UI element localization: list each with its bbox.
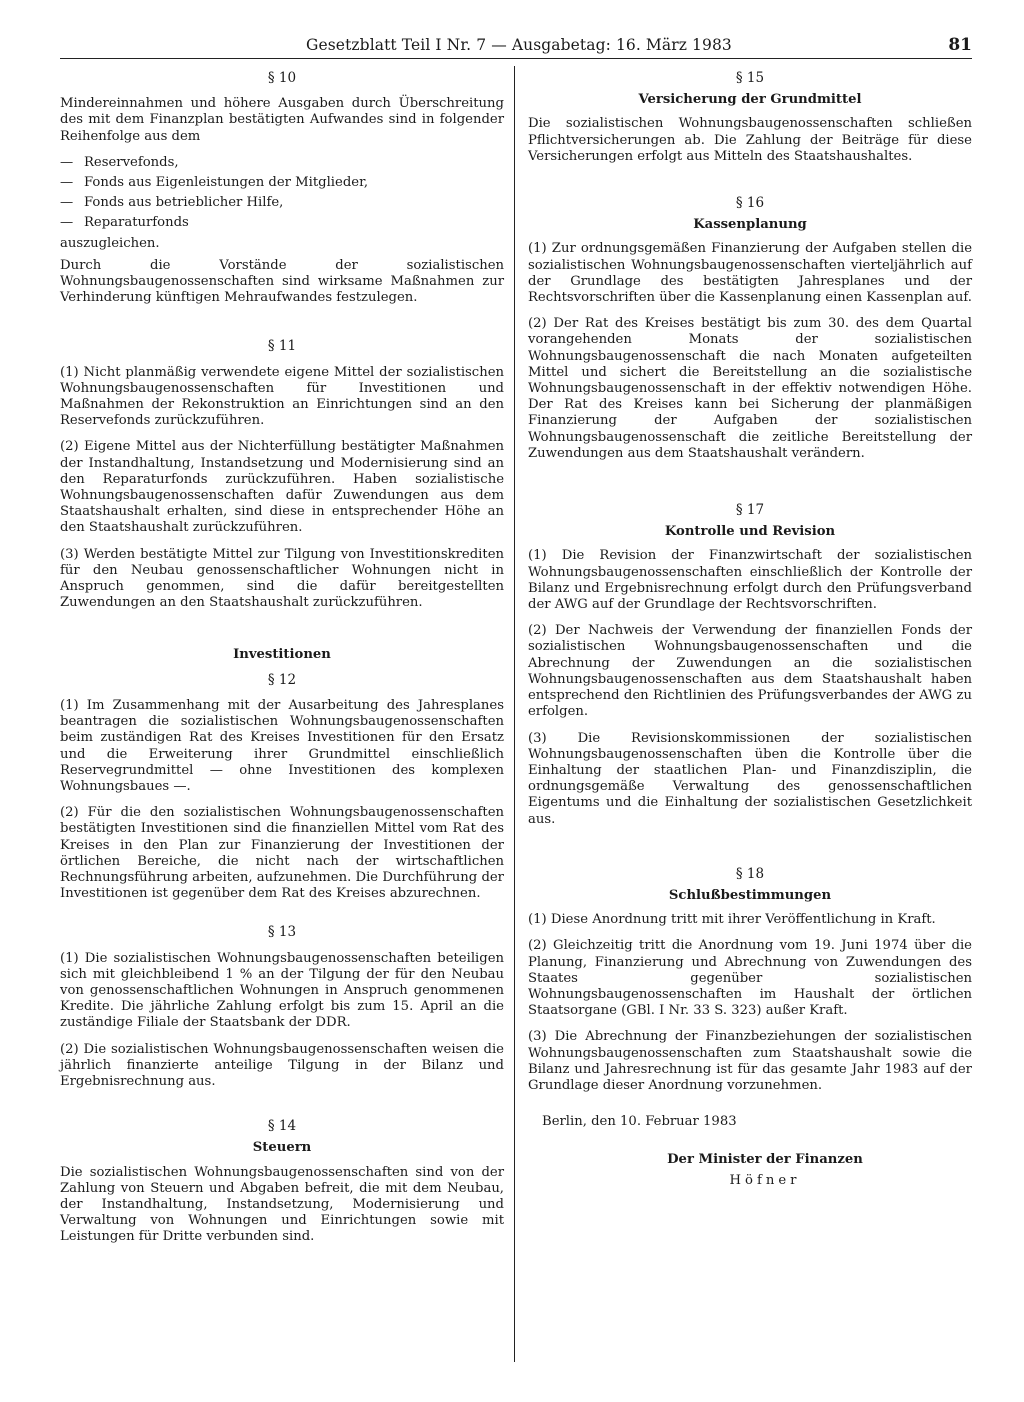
list-item: — Reparaturfonds [60,215,504,231]
paragraph: (1) Die Revision der Finanzwirtschaft der sozialistischen Wohnungsbaugenossenschaften einschließlich der Kontrolle der Bilanz und Ergebnisrechnung erfolgt durch den Prüfungsverband der AWG auf der Grundlage der Rechtsvorschriften. [528,548,972,613]
paragraph: Mindereinnahmen und höhere Ausgaben durch Überschreitung des mit dem Finanzplan bestätigten Aufwandes sind in folgender Reihenfolge aus dem [60,96,504,144]
paragraph: (3) Die Revisionskommissionen der sozialistischen Wohnungsbaugenossenschaften üben die Kontrolle über die Einhaltung der staatlichen Plan- und Finanzdisziplin, die ordnungsgemäße Verwaltung des genossenschaftlichen Eigentums und die Einhaltung der sozialistischen Gesetzlichkeit aus. [528,730,972,827]
section-label: § 14 [267,1118,297,1135]
section-label: § 13 [267,924,297,941]
paragraph: (2) Die sozialistischen Wohnungsbaugenossenschaften weisen die jährlich finanzierte anteilige Tilgung in der Bilanz und Ergebnisrechnung aus. [60,1041,504,1089]
page-header [60,36,972,59]
fund-list [60,155,504,232]
paragraph: (3) Die Abrechnung der Finanzbeziehungen der sozialistischen Wohnungsbaugenossenschaften zum Staatshaushalt sowie die Bilanz und Jahresrechnung ist für das gesamte Jahr 1983 auf der Grundlage dieser Anordnung vorzunehmen. [528,1029,972,1093]
heading-investitionen: Investitionen [233,647,331,663]
paragraph: (1) Zur ordnungsgemäßen Finanzierung der Aufgaben stellen die sozialistischen Wohnungsbaugenossenschaften vierteljährlich auf der Grundlage des bestätigten Jahresplanes und der Rechtsvorschriften über die Kassenplanung einen Kassenplan auf. [528,241,973,306]
paragraph: Durch die Vorstände der sozialistischen Wohnungsbaugenossenschaften sind wirksame Maßnahmen zur Verhinderung künftigen Mehraufwandes festzulegen. [60,257,504,306]
paragraph: (1) Diese Anordnung tritt mit ihrer Veröffentlichung in Kraft. [528,912,936,928]
list-item: — Fonds aus Eigenleistungen der Mitglieder, [60,175,504,191]
section-label: § 18 [735,865,765,882]
section-label: § 16 [735,195,765,212]
place-date: Berlin, den 10. Februar 1983 [542,1114,737,1130]
paragraph: Die sozialistischen Wohnungsbaugenossenschaften schließen Pflichtversicherungen ab. Die Zahlung der Beiträge für diese Versicherungen erfolgt aus Mitteln des Staatshaushaltes. [528,116,972,164]
left-column [60,70,504,1256]
paragraph: (2) Der Nachweis der Verwendung der finanziellen Fonds der sozialistischen Wohnungsbaugenossenschaften und die Abrechnung der Zuwendungen an die sozialistischen Wohnungsbaugenossenschaften aus dem Staatshaushalt haben entsprechend den Richtlinien des Prüfungsverbandes der AWG zu erfolgen. [528,623,972,720]
paragraph: (2) Für die den sozialistischen Wohnungsbaugenossenschaften bestätigten Investitionen sind die finanziellen Mittel vom Rat des Kreises in den Plan zur Finanzierung der Investitionen der örtlichen Bereiche, die nicht nach der wirtschaftlichen Rechnungsführung arbeiten, aufzunehmen. Die Durchführung der Investitionen ist gegenüber dem Rat des Kreises abzurechnen. [60,805,504,902]
section-label: § 10 [267,70,297,86]
section-label: § 15 [735,70,765,86]
section-label: § 11 [267,338,297,355]
paragraph: (2) Der Rat des Kreises bestätigt bis zum 30. des dem Quartal vorangehenden Monats der sozialistischen Wohnungsbaugenossenschaft die nach Monaten aufgeteilten Mittel und sichert die Bereitstellung an die sozialistische Wohnungsbaugenossenschaft in der effektiv notwendigen Höhe. Der Rat des Kreises kann bei Sicherung der planmäßigen Finanzierung der Aufgaben der sozialistischen Wohnungsbaugenossenschaft die zeitliche Bereitstellung der Zuwendungen aus dem Staatshaushalt verändern. [528,316,972,461]
section-heading: Kassenplanung [693,217,807,233]
paragraph: (3) Werden bestätigte Mittel zur Tilgung von Investitionskrediten für den Neubau genossenschaftlicher Wohnungen nicht in Anspruch genommen, sind die dafür bereitgestellten Zuwendungen an den Staatshaushalt zurückzuführen. [60,546,504,611]
paragraph: (2) Eigene Mittel aus der Nichterfüllung bestätigter Maßnahmen der Instandhaltung, Instandsetzung und Modernisierung sind an den Reparaturfonds zurückzuführen. Haben sozialistische Wohnungsbaugenossenschaften dafür Zuwendungen aus dem Staatshaushalt erhalten, sind diese in entsprechender Höhe an den Staatshaushalt zurückzuführen. [60,439,504,536]
header-title: Gesetzblatt Teil I Nr. 7 — Ausgabetag: 16. März 1983 [306,36,732,54]
paragraph: (2) Gleichzeitig tritt die Anordnung vom 19. Juni 1974 über die Planung, Finanzierung und Abrechnung von Zuwendungen des Staates gegenüber sozialistischen Wohnungsbaugenossenschaften im Haushalt der örtlichen Staatsorgane (GBl. I Nr. 33 S. 323) außer Kraft. [528,938,972,1019]
section-heading: Steuern [252,1140,312,1156]
signature-title: Der Minister der Finanzen [667,1152,863,1168]
section-heading: Versicherung der Grundmittel [638,92,862,108]
section-heading: Kontrolle und Revision [664,524,836,540]
list-item: — Reservefonds, [60,155,504,171]
paragraph: auszugleichen. [60,235,160,251]
paragraph: (1) Die sozialistischen Wohnungsbaugenossenschaften beteiligen sich mit gleichbleibend 1 % an der Tilgung der für den Neubau von genossenschaftlichen Wohnungen in Anspruch genommenen Kredite. Die jährliche Zahlung erfolgt bis zum 15. April an die zuständige Filiale der Staatsbank der DDR. [60,950,504,1031]
list-item: — Fonds aus betrieblicher Hilfe, [60,195,504,211]
section-label: § 17 [735,502,765,519]
section-heading: Schlußbestimmungen [668,887,832,903]
section-label: § 12 [267,671,297,688]
page-number: 81 [948,35,972,55]
paragraph: Die sozialistischen Wohnungsbaugenossenschaften sind von der Zahlung von Steuern und Abgaben befreit, die mit dem Neubau, der Instandhaltung, Instandsetzung, Modernisierung und Verwaltung von Wohnungen und Einrichtungen sowie mit Leistungen für Dritte verbunden sind. [60,1164,504,1245]
right-column [528,70,972,1189]
paragraph: (1) Im Zusammenhang mit der Ausarbeitung des Jahresplanes beantragen die sozialistischen Wohnungsbaugenossenschaften beim zuständigen Rat des Kreises Investitionen für den Ersatz und die Erweiterung ihrer Grundmittel einschließlich Reservegrundmittel — ohne Investitionen des komplexen Wohnungsbaues —. [60,697,504,794]
paragraph: (1) Nicht planmäßig verwendete eigene Mittel der sozialistischen Wohnungsbaugenossenschaften für Investitionen und Maßnahmen der Rekonstruktion an Einrichtungen sind an den Reservefonds zurückzuführen. [60,364,504,429]
signature-name: Höfner [729,1172,801,1188]
column-divider [514,66,515,1362]
